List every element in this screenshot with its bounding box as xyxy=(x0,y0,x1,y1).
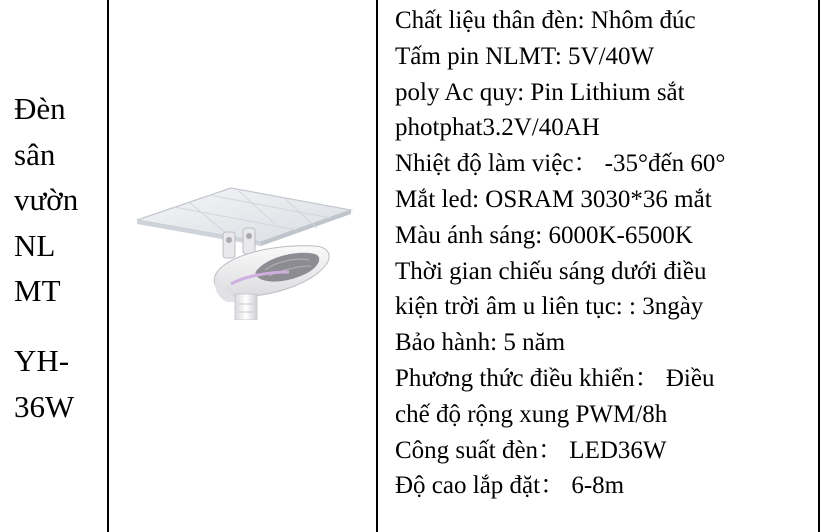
spec-line: Bảo hành: 5 năm xyxy=(395,329,566,357)
product-name xyxy=(14,86,78,314)
spec-line: Màu ánh sáng: 6000K-6500K xyxy=(395,221,693,249)
product-name-line: MT xyxy=(14,273,61,308)
spec-line: Mắt led: OSRAM 3030*36 mắt xyxy=(395,185,712,213)
product-name-line: Đèn xyxy=(14,91,66,126)
spec-line: photphat3.2V/40AH xyxy=(395,114,600,142)
product-model-line: YH- xyxy=(14,343,70,378)
spec-line: Độ cao lắp đặt： 6-8m xyxy=(395,472,625,500)
product-name-line: sân xyxy=(14,136,56,172)
spec-line: Chất liệu thân đèn: Nhôm đúc xyxy=(395,7,696,34)
spec-line: Tấm pin NLMT: 5V/40W xyxy=(395,42,655,70)
spec-line: kiện trời âm u liên tục: : 3ngày xyxy=(395,293,704,321)
product-name-line: NL xyxy=(14,227,56,263)
specification-list xyxy=(395,3,725,504)
product-image-cell xyxy=(109,0,376,532)
spec-line: Nhiệt độ làm việc： -35°đến 60° xyxy=(395,150,726,178)
spec-line: chế độ rộng xung PWM/8h xyxy=(395,400,668,428)
table-right-border xyxy=(818,0,820,532)
product-model xyxy=(14,338,74,429)
product-name-line: vườn xyxy=(14,182,79,217)
product-model-line: 36W xyxy=(14,388,75,424)
spec-line: Công suất đèn： LED36W xyxy=(395,436,667,464)
product-name-cell xyxy=(0,0,107,532)
solar-garden-light-image xyxy=(119,180,369,320)
specification-cell xyxy=(378,0,818,532)
spec-line: Phương thức điều khiển： Điều xyxy=(395,364,715,392)
spec-line: poly Ac quy: Pin Lithium sắt xyxy=(395,78,685,106)
spec-line: Thời gian chiếu sáng dưới điều xyxy=(395,257,707,285)
